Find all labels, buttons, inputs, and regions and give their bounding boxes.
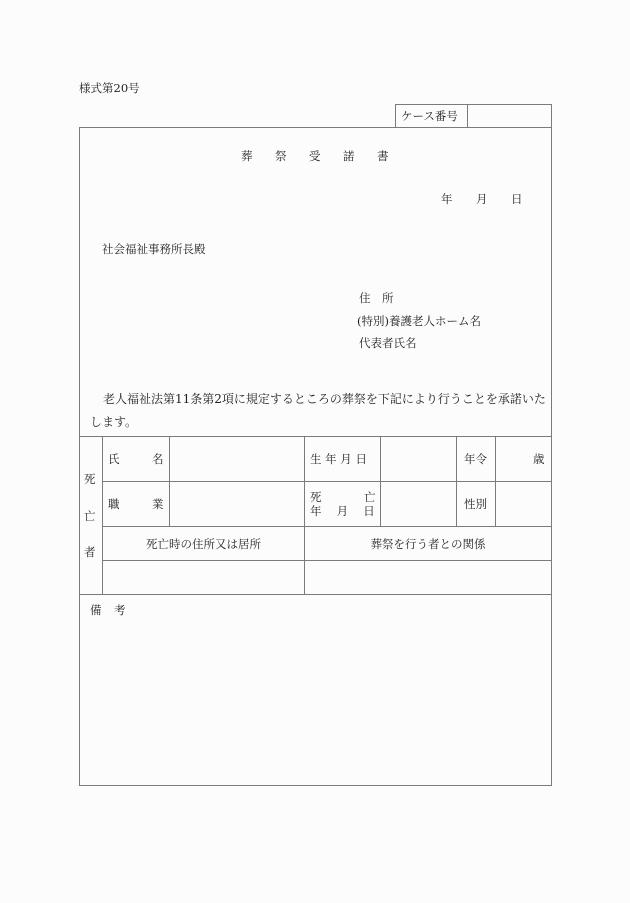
section-char: 死 <box>84 472 96 486</box>
relationship-label: 葬祭を行う者との関係 <box>370 537 486 551</box>
date-year-label: 年 <box>441 192 453 206</box>
birthdate-field[interactable] <box>381 437 456 481</box>
remarks-field[interactable] <box>80 620 551 785</box>
death-date-label-a1: 死 <box>310 490 322 504</box>
residence-label: 死亡時の住所又は居所 <box>146 537 261 551</box>
sex-label: 性別 <box>464 497 487 511</box>
facility-name-label: (特別)養護老人ホーム名 <box>357 314 481 328</box>
statement-line-2: します。 <box>90 415 138 429</box>
addressee: 社会福祉事務所長殿 <box>102 242 206 256</box>
age-label: 年令 <box>464 452 487 466</box>
date-month-label: 月 <box>476 192 488 206</box>
occupation-label-b: 業 <box>152 497 164 511</box>
death-date-label-a2: 亡 <box>364 490 376 504</box>
form-number: 様式第20号 <box>79 81 140 95</box>
death-date-label-b: 年 月 日 <box>310 504 375 518</box>
title-char: 祭 <box>275 149 287 163</box>
birthdate-label: 生 年 月 日 <box>310 452 367 466</box>
representative-name-label: 代表者氏名 <box>359 336 417 350</box>
remarks-label-a: 備 <box>90 603 102 617</box>
case-number-label: ケース番号 <box>401 109 458 123</box>
title-char: 受 <box>309 149 321 163</box>
death-date-field[interactable] <box>381 482 456 526</box>
title-char: 葬 <box>241 149 253 163</box>
sex-field[interactable] <box>496 482 551 526</box>
name-label-a: 氏 <box>108 452 120 466</box>
case-number-field[interactable] <box>468 105 551 127</box>
name-label-b: 名 <box>152 452 164 466</box>
deceased-name-field[interactable] <box>170 437 304 481</box>
section-char: 者 <box>84 545 96 559</box>
title-char: 書 <box>377 149 389 163</box>
statement-line-1: 老人福祉法第11条第2項に規定するところの葬祭を下記により行うことを承諾いた <box>103 392 546 406</box>
occupation-label-a: 職 <box>108 497 120 511</box>
address-label-b: 所 <box>382 291 394 305</box>
residence-field[interactable] <box>103 561 304 594</box>
title-char: 諾 <box>343 149 355 163</box>
section-char: 亡 <box>84 509 96 523</box>
occupation-field[interactable] <box>170 482 304 526</box>
age-unit: 歳 <box>533 452 545 466</box>
remarks-label-b: 考 <box>114 603 126 617</box>
relationship-field[interactable] <box>305 561 551 594</box>
date-day-label: 日 <box>511 192 523 206</box>
address-label-a: 住 <box>359 291 371 305</box>
